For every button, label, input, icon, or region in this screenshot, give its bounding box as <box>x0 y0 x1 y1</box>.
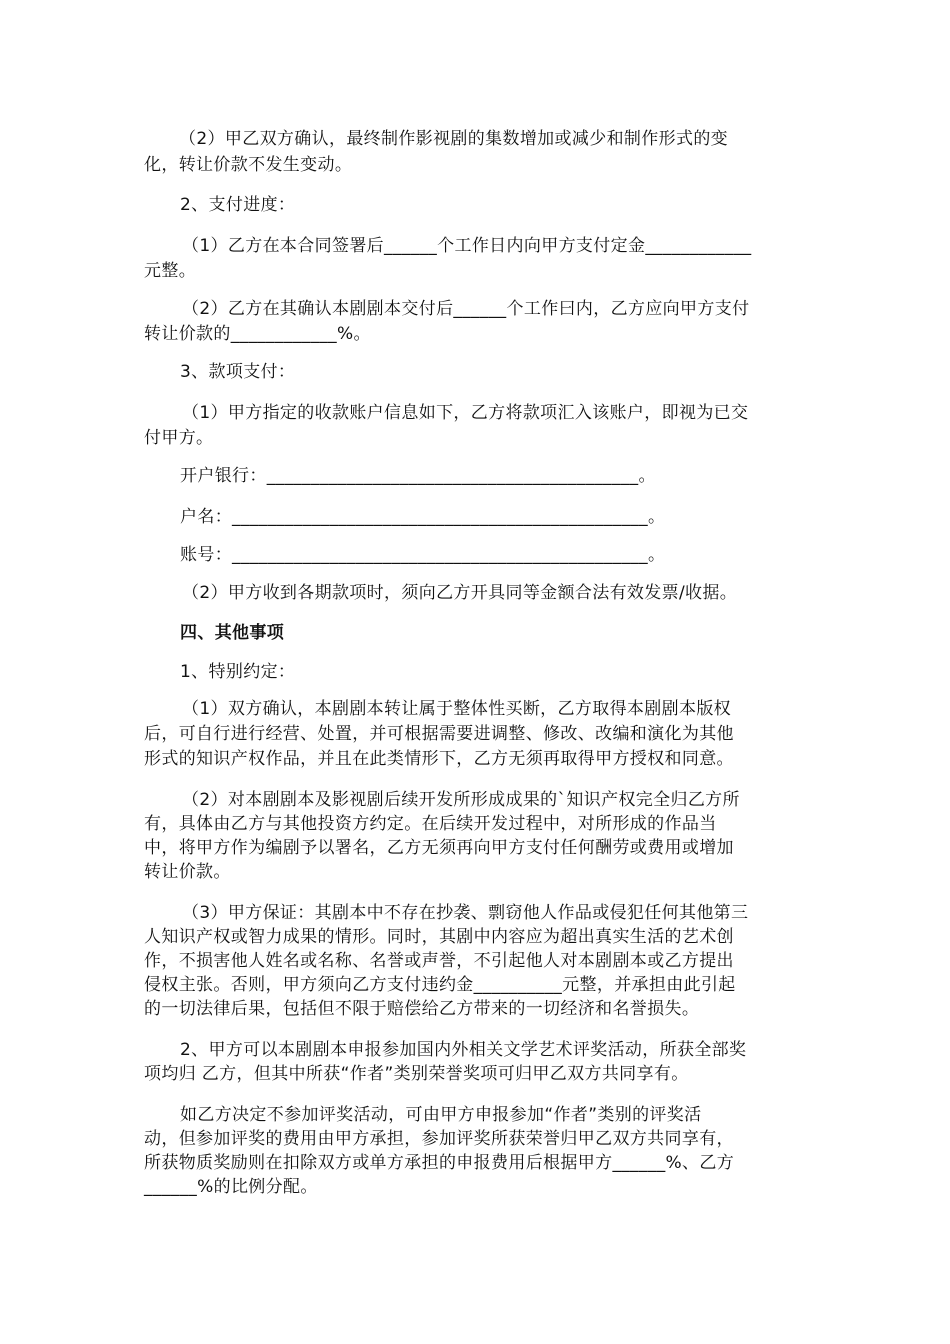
paragraph-special-term-3-line: 侵权主张。否则，甲方须向乙方支付违约金__________元整，并承担由此引起 <box>144 975 736 995</box>
paragraph-awards-alternative-line: 动，但参加评奖的费用由甲方承担，参加评奖所获荣誉归甲乙双方共同享有， <box>144 1129 734 1149</box>
paragraph-special-term-2-line: 有，具体由乙方与其他投资方约定。在后续开发过程中，对所形成的作品当 <box>144 814 717 834</box>
paragraph-special-term-3-line: 的一切法律后果，包括但不限于赔偿给乙方带来的一切经济和名誉损失。 <box>144 999 700 1019</box>
paragraph-awards-line: 项均归 乙方，但其中所获“作者”类别荣誉奖项可归甲乙双方共同享有。 <box>144 1064 689 1084</box>
field-account-number: 账号：_______________________________________________。 <box>180 545 666 565</box>
paragraph-special-term-3-line: 人知识产权或智力成果的情形。同时，其剧中内容应为超出真实生活的艺术创 <box>144 927 734 947</box>
paragraph-special-term-2-line: 转让价款。 <box>144 862 231 882</box>
paragraph-special-term-3-line: （3）甲方保证：其剧本中不存在抄袭、剽窃他人作品或侵犯任何其他第三 <box>182 903 749 923</box>
heading-special-terms: 1、特别约定： <box>180 662 296 682</box>
heading-payment-method: 3、款项支付： <box>180 362 296 382</box>
paragraph-special-term-3-line: 作，不损害他人姓名或名称、名誉或声誉，不引起他人对本剧剧本或乙方提出 <box>144 951 734 971</box>
paragraph-transfer-price-line: （2）乙方在其确认本剧剧本交付后______个工作曰内，乙方应向甲方支付 <box>182 299 750 319</box>
section-heading-other-matters: 四、其他事项 <box>180 623 285 643</box>
paragraph-account-info-line: （1）甲方指定的收款账户信息如下，乙方将款项汇入该账户，即视为已交 <box>182 403 749 423</box>
paragraph-payment-term-2-line: （2）甲乙双方确认，最终制作影视剧的集数增加或减少和制作形式的变 <box>179 129 729 149</box>
paragraph-deposit-line: 元整。 <box>144 261 197 281</box>
paragraph-transfer-price-line: 转让价款的____________%。 <box>144 324 371 344</box>
paragraph-awards-alternative-line: 如乙方决定不参加评奖活动，可由甲方申报参加“作者”类别的评奖活 <box>180 1105 702 1125</box>
heading-payment-schedule: 2、支付进度： <box>180 195 296 215</box>
paragraph-awards-alternative-line: 所获物质奖励则在扣除双方或单方承担的申报费用后根据甲方______%、乙方 <box>144 1153 735 1173</box>
field-account-name: 户名：_______________________________________________。 <box>180 507 666 527</box>
paragraph-special-term-1-line: 后，可自行进行经营、处置，并可根据需要进调整、修改、改编和演化为其他 <box>144 724 734 744</box>
paragraph-invoice: （2）甲方收到各期款项时，须向乙方开具同等金额合法有效发票/收据。 <box>182 583 738 603</box>
paragraph-payment-term-2-line: 化，转让价款不发生变动。 <box>144 155 353 175</box>
paragraph-awards-line: 2、甲方可以本剧剧本申报参加国内外相关文学艺术评奖活动，所获全部奖 <box>180 1040 747 1060</box>
paragraph-awards-alternative-line: ______%的比例分配。 <box>144 1177 318 1197</box>
paragraph-special-term-1-line: （1）双方确认，本剧剧本转让属于整体性买断，乙方取得本剧剧本版权 <box>182 699 732 719</box>
paragraph-special-term-2-line: 中，将甲方作为编剧予以署名，乙方无须再向甲方支付任何酬劳或费用或增加 <box>144 838 734 858</box>
paragraph-special-term-2-line: （2）对本剧剧本及影视剧后续开发所形成成果的`知识产权完全归乙方所 <box>182 790 740 810</box>
paragraph-deposit-line: （1）乙方在本合同签署后______个工作日内向甲方支付定金____________ <box>182 236 752 256</box>
paragraph-account-info-line: 付甲方。 <box>144 428 214 448</box>
field-bank-name: 开户银行：__________________________________________。 <box>180 466 656 486</box>
paragraph-special-term-1-line: 形式的知识产权作品，并且在此类情形下，乙方无须再取得甲方授权和同意。 <box>144 749 734 769</box>
